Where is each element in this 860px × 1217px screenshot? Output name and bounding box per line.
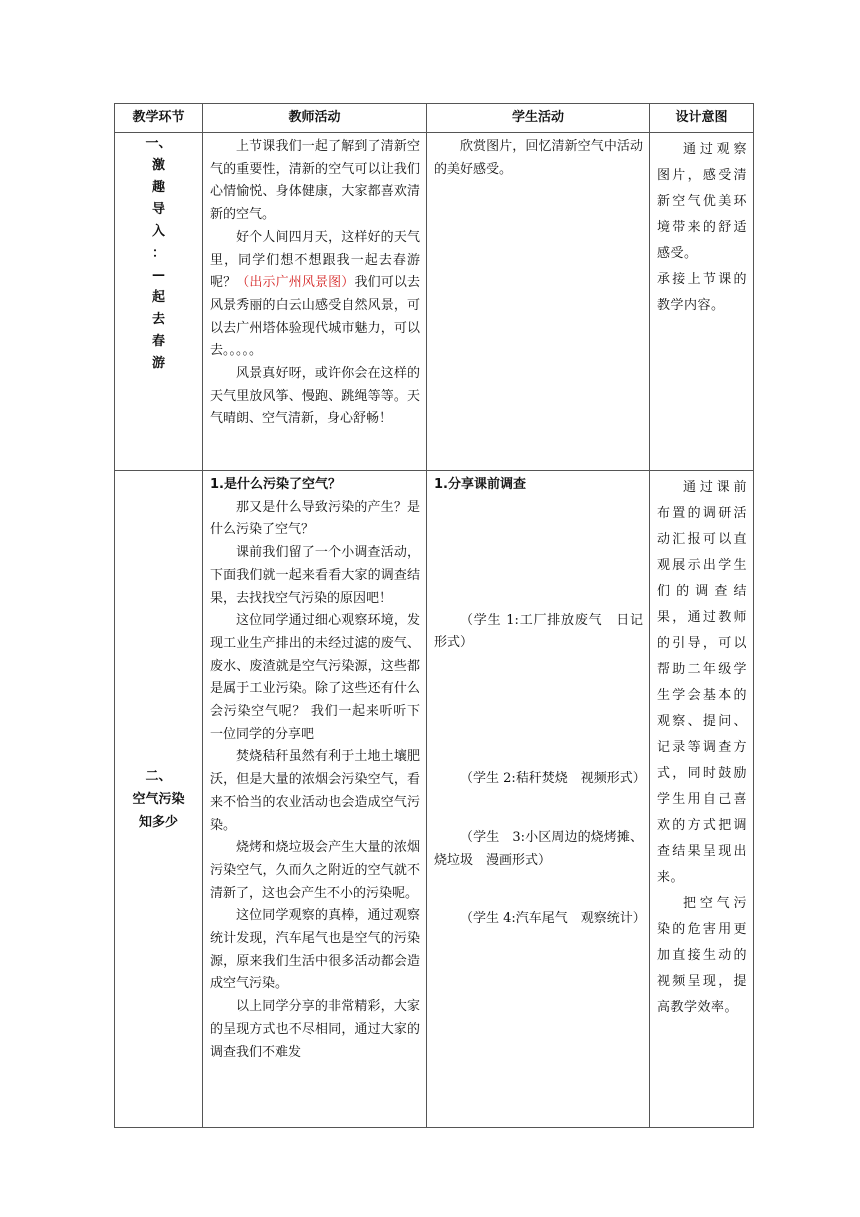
teacher-text: 我们可以去风景秀丽的白云山感受自然风景，可以去广州塔体验现代城市魅力，可以去。。。。。 <box>210 275 420 359</box>
teacher-paragraph: 以上同学分享的非常精彩，大家的呈现方式也不尽相同，通过大家的调查我们不难发 <box>210 999 420 1060</box>
stage-char: 趣 <box>151 180 165 195</box>
teacher-paragraph: 风景真好呀，或许你会在这样的天气里放风筝、慢跑、跳绳等等。天气晴朗、空气清新，身心舒畅！ <box>210 366 420 427</box>
stage-char: 入 <box>151 224 165 239</box>
teacher-heading: 1.是什么污染了空气？ <box>210 477 341 492</box>
teacher-activity-cell-2 <box>203 471 427 1128</box>
stage-char: 去 <box>151 312 165 327</box>
student-share-2: （学生 2:秸秆焚烧 视频形式） <box>460 771 646 787</box>
stage-char: 游 <box>151 356 165 371</box>
design-intent-cell-2 <box>650 471 754 1128</box>
stage-char: 春 <box>151 334 165 349</box>
stage-char: 导 <box>151 202 165 217</box>
intent-paragraph: 承接上节课的教学内容。 <box>657 272 747 313</box>
teacher-activity-cell-1 <box>203 133 427 471</box>
lesson-plan-table <box>114 103 754 1128</box>
header-teacher-activity: 教师活动 <box>203 104 427 133</box>
stage-line: 二、 <box>145 768 172 784</box>
intent-paragraph: 把空气污染的危害用更加直接生动的视频呈现，提高教学效率。 <box>657 896 747 1015</box>
student-activity-cell-2 <box>427 471 650 1128</box>
stage-cell-2 <box>115 471 203 1128</box>
table-row <box>115 133 754 471</box>
design-intent-cell-1 <box>650 133 754 471</box>
teacher-text: 好个人间四月天，这样好的天气里，同学们想不想跟我一起去春游呢？ <box>210 229 420 291</box>
student-share-3: （学生 3:小区周边的烧烤摊、烧垃圾 漫画形式） <box>434 829 643 868</box>
stage-char: 激 <box>151 158 165 173</box>
header-stage: 教学环节 <box>115 104 203 133</box>
teacher-paragraph: 焚烧秸秆虽然有利于土地土壤肥沃，但是大量的浓烟会污染空气，看来不恰当的农业活动也会造成空气污染。 <box>210 749 420 833</box>
student-paragraph: 欣赏图片，回忆清新空气中活动的美好感受。 <box>434 139 643 177</box>
teacher-paragraph: 那又是什么导致污染的产生？是什么污染了空气？ <box>210 499 420 538</box>
stage-line: 知多少 <box>138 814 178 830</box>
red-note: （出示广州风景图） <box>236 275 355 291</box>
teacher-paragraph <box>210 227 420 363</box>
student-activity-cell-1 <box>427 133 650 471</box>
stage-char: ： <box>151 246 165 261</box>
table-header-row <box>115 104 754 133</box>
teacher-paragraph: 课前我们留了一个小调查活动，下面我们就一起来看看大家的调查结果，去找找空气污染的原因吧！ <box>210 545 420 606</box>
stage-char: 一、 <box>145 136 172 151</box>
stage-char: 起 <box>151 290 165 305</box>
stage-cell-1 <box>115 133 203 471</box>
intent-paragraph: 通过课前布置的调研活动汇报可以直观展示出学生们的调查结果，通过教师的引导，可以帮助二年级学生学会基本的观察、提问、记录等调查方式，同时鼓励学生用自己喜欢的方式把调查结果呈现出来。 <box>657 480 747 885</box>
stage-char: — <box>152 268 165 283</box>
teacher-paragraph: 这位同学通过细心观察环境，发现工业生产排出的未经过滤的废气、废水、废渣就是空气污染源，这些都是属于工业污染。除了这些还有什么会污染空气呢？ 我们一起来听听下一位同学的分享吧 <box>210 613 420 742</box>
teacher-paragraph: 烧烤和烧垃圾会产生大量的浓烟污染空气，久而久之附近的空气就不清新了，这也会产生不小的污染呢。 <box>210 840 420 901</box>
teacher-paragraph: 这位同学观察的真棒，通过观察统计发现，汽车尾气也是空气的污染源，原来我们生活中很多活动都会造成空气污染。 <box>210 908 420 992</box>
header-student-activity: 学生活动 <box>427 104 650 133</box>
intent-paragraph: 通过观察图片，感受清新空气优美环境带来的舒适感受。 <box>657 142 747 261</box>
student-share-1: （学生 1:工厂排放废气 日记形式） <box>434 612 643 651</box>
teacher-paragraph: 上节课我们一起了解到了清新空气的重要性，清新的空气可以让我们心情愉悦、身体健康，大家都喜欢清新的空气。 <box>210 139 420 223</box>
stage-line: 空气污染 <box>132 791 185 807</box>
student-heading: 1.分享课前调查 <box>434 477 526 492</box>
header-design-intent: 设计意图 <box>650 104 754 133</box>
student-share-4: （学生 4:汽车尾气 观察统计） <box>460 911 646 927</box>
table-row <box>115 471 754 1128</box>
